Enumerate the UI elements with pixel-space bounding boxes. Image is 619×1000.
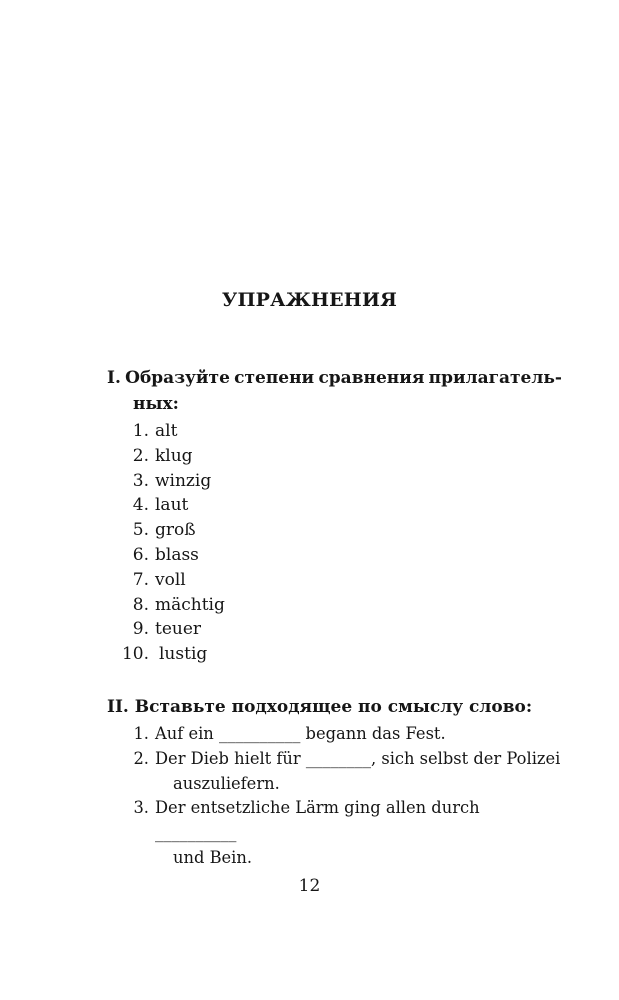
list-item xyxy=(107,796,562,870)
item-text: mächtig xyxy=(155,594,225,615)
heading-word: прилагатель- xyxy=(428,368,562,388)
list-item xyxy=(107,593,562,618)
list-item-line xyxy=(107,747,562,772)
item-number: 3. xyxy=(133,798,149,818)
exercise-1-heading-line-1 xyxy=(107,365,562,391)
item-text: teuer xyxy=(155,619,202,640)
item-text: Der Dieb hielt für ________, sich selbst der Polizei xyxy=(155,748,561,768)
list-item-line xyxy=(107,796,562,846)
item-text: winzig xyxy=(155,470,212,491)
heading-word: степени xyxy=(234,368,315,388)
exercise-2-list xyxy=(107,722,562,871)
exercise-1 xyxy=(107,365,562,667)
heading-word: I. xyxy=(107,368,121,388)
item-text: voll xyxy=(155,569,186,590)
item-number: 7. xyxy=(132,569,149,590)
exercise-2 xyxy=(107,694,562,871)
list-item xyxy=(107,747,562,797)
item-number: 2. xyxy=(132,445,149,466)
heading-word: Образуйте xyxy=(125,368,230,388)
page-title: УПРАЖНЕНИЯ xyxy=(221,289,398,311)
list-item xyxy=(107,419,562,444)
item-number: 2. xyxy=(133,748,149,768)
item-number: 10. xyxy=(121,644,149,665)
list-item xyxy=(107,493,562,518)
list-item xyxy=(107,444,562,469)
item-text: Der entsetzliche Lärm ging allen durch __________ xyxy=(155,798,480,843)
item-text: klug xyxy=(155,445,193,466)
list-item xyxy=(107,568,562,593)
item-continuation: auszuliefern. xyxy=(173,773,280,793)
item-number: 1. xyxy=(133,724,149,743)
item-text: groß xyxy=(155,520,196,541)
list-item xyxy=(107,617,562,642)
item-text: Auf ein __________ begann das Fest. xyxy=(155,724,446,743)
item-number: 8. xyxy=(132,594,149,615)
exercise-1-heading-line-2: ных: xyxy=(133,394,179,414)
item-continuation: und Bein. xyxy=(173,847,253,867)
item-number: 1. xyxy=(132,421,149,441)
list-item xyxy=(107,642,562,667)
item-text: lustig xyxy=(159,644,208,665)
item-number: 6. xyxy=(132,544,149,565)
item-text: blass xyxy=(155,544,199,565)
item-number: 4. xyxy=(132,495,149,516)
item-number: 3. xyxy=(132,470,149,491)
page-number: 12 xyxy=(298,876,321,896)
exercise-1-list xyxy=(107,419,562,667)
list-item-line xyxy=(107,722,562,747)
list-item xyxy=(107,469,562,494)
item-number: 5. xyxy=(132,520,149,541)
list-item xyxy=(107,722,562,747)
item-text: alt xyxy=(155,421,178,441)
heading-word: сравнения xyxy=(318,368,425,388)
item-number: 9. xyxy=(132,619,149,640)
exercise-2-heading: II. Вставьте подходящее по смыслу слово: xyxy=(107,697,533,717)
item-text: laut xyxy=(155,495,189,516)
exercise-1-heading xyxy=(107,365,562,417)
list-item xyxy=(107,543,562,568)
list-item xyxy=(107,518,562,543)
